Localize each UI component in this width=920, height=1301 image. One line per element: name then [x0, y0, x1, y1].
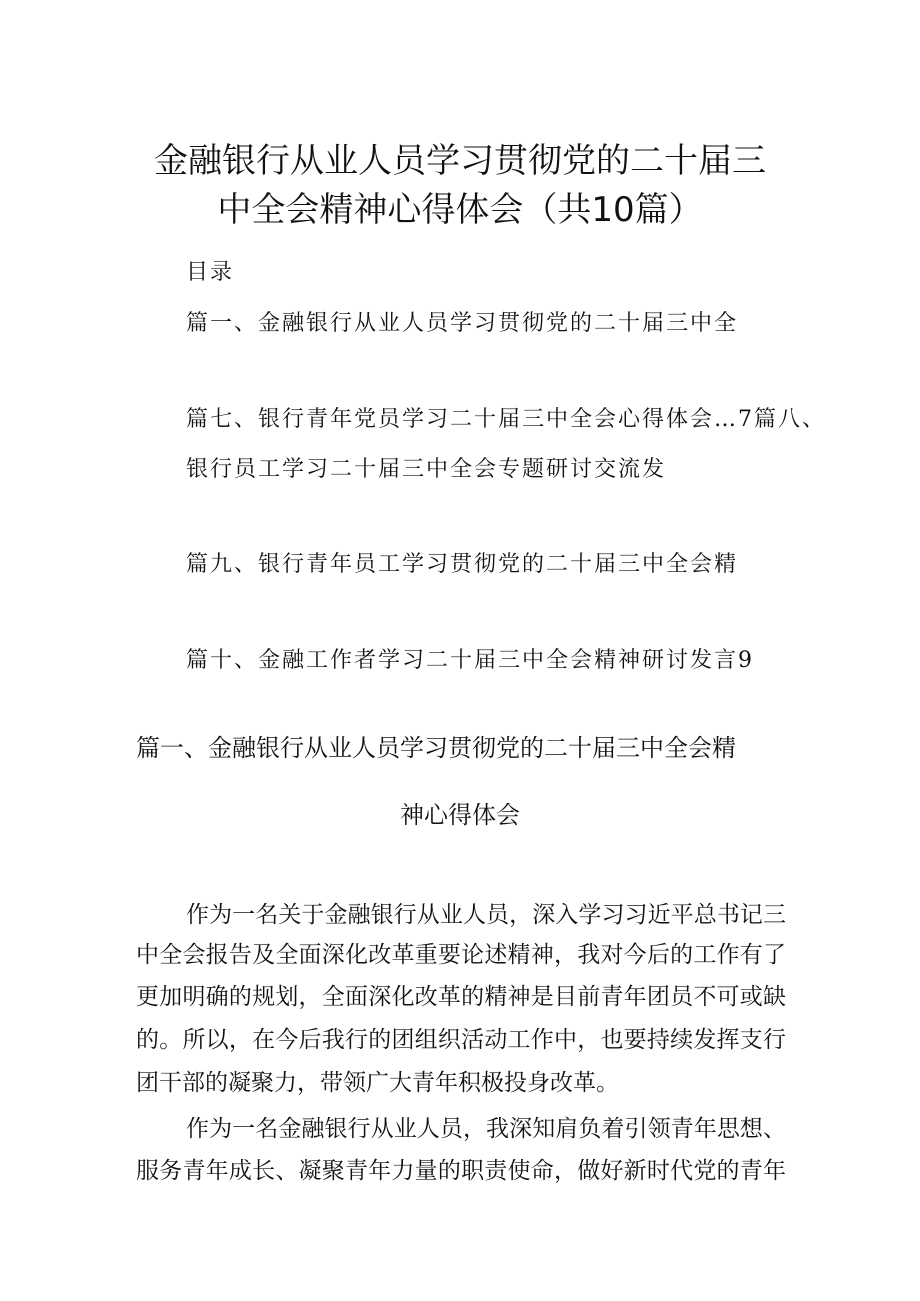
document-title-line-2: 中全会精神心得体会（共10篇）	[217, 190, 703, 230]
toc-entry[interactable]: 银行员工学习二十届三中全会专题研讨交流发	[186, 457, 667, 482]
paragraph-line: 更加明确的规划，全面深化改革的精神是目前青年团员不可或缺	[136, 984, 786, 1010]
toc-entry[interactable]: 篇一、金融银行从业人员学习贯彻党的二十届三中全	[186, 311, 739, 336]
toc-entry[interactable]: 篇七、银行青年党员学习二十届三中全会心得体会…7篇八、	[186, 407, 826, 432]
paragraph-line: 的。所以，在今后我行的团组织活动工作中，也要持续发挥支行	[136, 1027, 786, 1053]
paragraph-line: 作为一名金融银行从业人员，我深知肩负着引领青年思想、	[186, 1116, 786, 1142]
toc-entry[interactable]: 篇九、银行青年员工学习贯彻党的二十届三中全会精	[186, 552, 739, 577]
toc-entry[interactable]: 篇十、金融工作者学习二十届三中全会精神研讨发言9	[186, 648, 754, 673]
paragraph-line: 服务青年成长、凝聚青年力量的职责使命，做好新时代党的青年	[136, 1158, 786, 1184]
paragraph-line: 作为一名关于金融银行从业人员，深入学习习近平总书记三	[186, 902, 786, 928]
section-heading-line-2: 神心得体会	[400, 801, 520, 829]
section-heading-line-1: 篇一、金融银行从业人员学习贯彻党的二十届三中全会精	[136, 734, 736, 762]
paragraph-line: 中全会报告及全面深化改革重要论述精神，我对今后的工作有了	[136, 942, 786, 968]
document-title-line-1: 金融银行从业人员学习贯彻党的二十届三	[154, 141, 766, 181]
toc-heading: 目录	[186, 260, 235, 285]
paragraph-line: 团干部的凝聚力，带领广大青年积极投身改革。	[136, 1070, 619, 1096]
